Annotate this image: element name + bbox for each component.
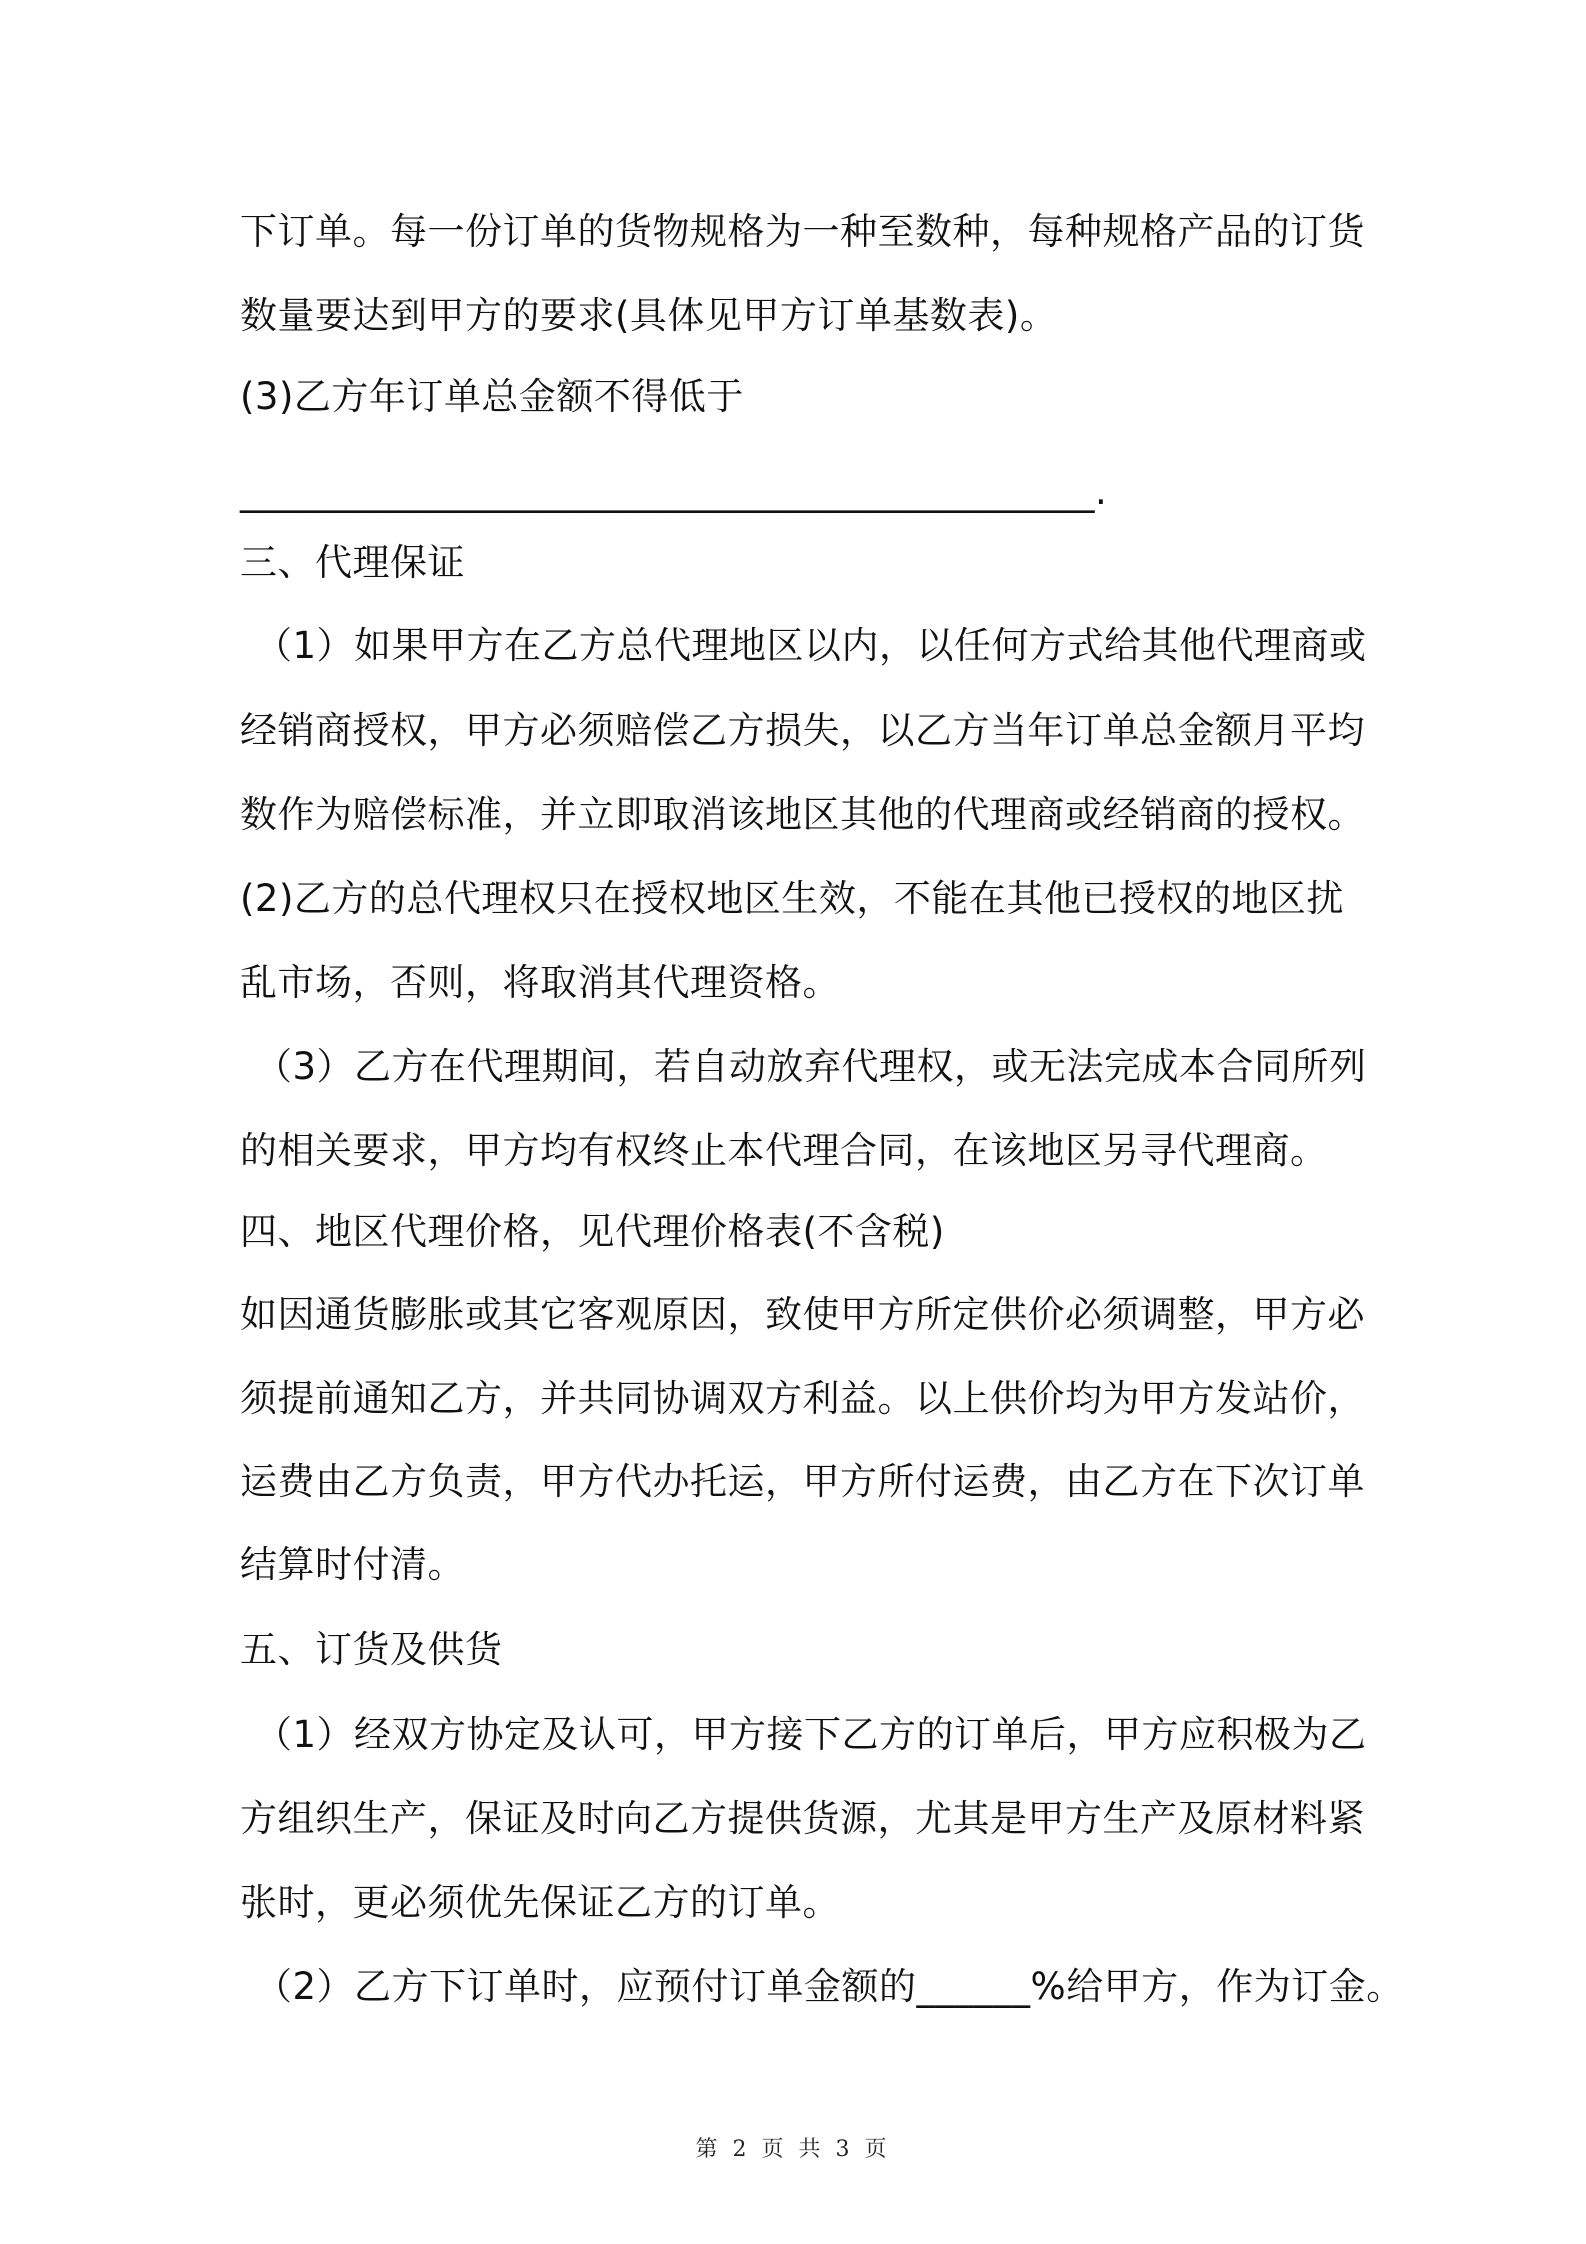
- section-heading-4: 四、地区代理价格，见代理价格表(不含税): [240, 1210, 945, 1253]
- body-line-2: 数量要达到甲方的要求(具体见甲方订单基数表)。: [240, 294, 1058, 337]
- page-number-footer: 第 2 页 共 3 页: [695, 2137, 891, 2162]
- body-line-16: 运费由乙方负责，甲方代办托运，甲方所付运费，由乙方在下次订单: [240, 1460, 1365, 1503]
- body-line-10: 乱市场，否则，将取消其代理资格。: [240, 961, 840, 1004]
- body-line-21: 张时，更必须优先保证乙方的订单。: [240, 1881, 840, 1924]
- fill-in-blank-line: _____________________________________________.: [240, 470, 1108, 513]
- body-line-11: （3）乙方在代理期间，若自动放弃代理权，或无法完成本合同所列: [255, 1045, 1367, 1088]
- section-heading-3: 三、代理保证: [240, 541, 465, 584]
- clause-3-order-total: (3)乙方年订单总金额不得低于: [240, 375, 744, 418]
- body-line-17: 结算时付清。: [240, 1543, 465, 1586]
- body-line-6: （1）如果甲方在乙方总代理地区以内，以任何方式给其他代理商或: [255, 624, 1367, 667]
- body-line-19: （1）经双方协定及认可，甲方接下乙方的订单后，甲方应积极为乙: [255, 1713, 1367, 1756]
- body-line-1: 下订单。每一份订单的货物规格为一种至数种，每种规格产品的订货: [240, 210, 1365, 253]
- body-line-22: （2）乙方下订单时，应预付订单金额的______%给甲方，作为订金。: [255, 1965, 1404, 2008]
- body-line-14: 如因通货膨胀或其它客观原因，致使甲方所定供价必须调整，甲方必: [240, 1293, 1365, 1336]
- body-line-8: 数作为赔偿标准，并立即取消该地区其他的代理商或经销商的授权。: [240, 793, 1365, 836]
- body-line-20: 方组织生产，保证及时向乙方提供货源，尤其是甲方生产及原材料紧: [240, 1797, 1365, 1840]
- section-heading-5: 五、订货及供货: [240, 1628, 503, 1671]
- body-line-9: (2)乙方的总代理权只在授权地区生效，不能在其他已授权的地区扰: [240, 877, 1344, 920]
- body-line-7: 经销商授权，甲方必须赔偿乙方损失，以乙方当年订单总金额月平均: [240, 709, 1365, 752]
- body-line-15: 须提前通知乙方，并共同协调双方利益。以上供价均为甲方发站价，: [240, 1377, 1365, 1420]
- body-line-12: 的相关要求，甲方均有权终止本代理合同，在该地区另寻代理商。: [240, 1129, 1328, 1172]
